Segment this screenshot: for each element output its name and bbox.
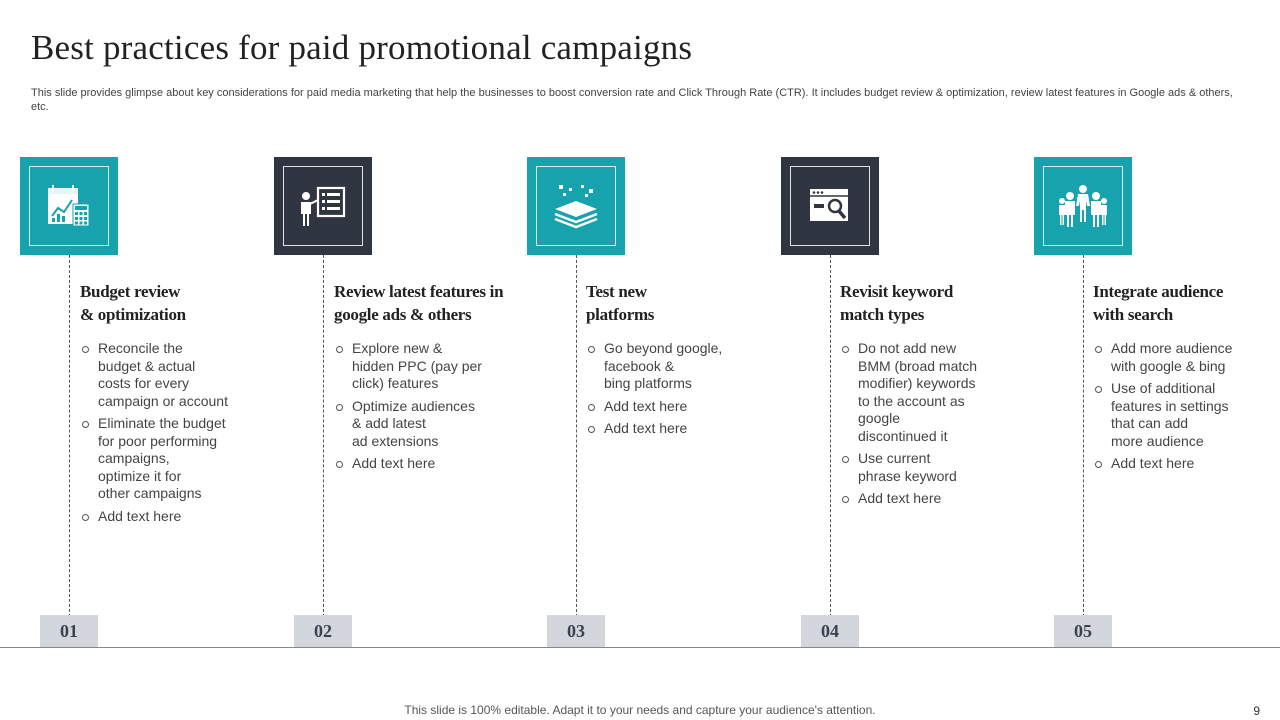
layers-stack-icon — [551, 183, 601, 229]
list-item: Do not add new BMM (broad match modifier) keywords to the account as google discontinued it — [840, 340, 1005, 445]
step-column-2 — [274, 0, 524, 720]
list-item: Use current phrase keyword — [840, 450, 1005, 485]
step-number-1: 01 — [40, 615, 98, 647]
step-number-2: 02 — [294, 615, 352, 647]
list-item: Reconcile the budget & actual costs for every campaign or account — [80, 340, 245, 410]
step-2-icon-box — [274, 157, 372, 255]
timeline-baseline — [0, 647, 1280, 648]
step-column-5 — [1034, 0, 1280, 720]
list-item: Go beyond google, facebook & bing platforms — [586, 340, 751, 393]
step-5-bullets — [1093, 340, 1258, 478]
slide-title: Best practices for paid promotional campaigns — [31, 28, 693, 67]
step-4-bullets — [840, 340, 1005, 513]
page-number: 9 — [1253, 704, 1260, 718]
list-item: Eliminate the budget for poor performing campaigns, optimize it for other campaigns — [80, 415, 245, 503]
list-item: Add text here — [586, 398, 751, 416]
keyword-search-window-icon — [808, 186, 852, 226]
step-4-heading: Revisit keyword match types — [840, 282, 954, 324]
list-item: Optimize audiences & add latest ad extensions — [334, 398, 499, 451]
step-number-4: 04 — [801, 615, 859, 647]
list-item: Add text here — [1093, 455, 1258, 473]
step-number-5: 05 — [1054, 615, 1112, 647]
budget-chart-calculator-icon — [46, 184, 92, 228]
step-3-bullets — [586, 340, 751, 443]
step-1-bullets — [80, 340, 245, 530]
step-2-heading: Review latest features in google ads & others — [334, 282, 504, 324]
list-item: Explore new & hidden PPC (pay per click) features — [334, 340, 499, 393]
step-1-heading: Budget review & optimization — [80, 282, 186, 324]
step-column-4 — [781, 0, 1031, 720]
dashed-connector — [830, 255, 831, 617]
step-2-bullets — [334, 340, 499, 478]
step-5-icon-box — [1034, 157, 1132, 255]
step-number-3: 03 — [547, 615, 605, 647]
step-5-heading: Integrate audience with search — [1093, 282, 1224, 324]
list-item: Add text here — [586, 420, 751, 438]
list-item: Add text here — [80, 508, 245, 526]
list-item: Add more audience with google & bing — [1093, 340, 1258, 375]
presenter-board-icon — [298, 184, 348, 228]
dashed-connector — [323, 255, 324, 617]
step-column-3 — [527, 0, 777, 720]
step-4-icon-box — [781, 157, 879, 255]
step-3-icon-box — [527, 157, 625, 255]
list-item: Add text here — [840, 490, 1005, 508]
footer-note: This slide is 100% editable. Adapt it to your needs and capture your audience's attention. — [404, 703, 876, 717]
dashed-connector — [576, 255, 577, 617]
dashed-connector — [1083, 255, 1084, 617]
step-3-heading: Test new platforms — [586, 282, 655, 324]
list-item: Add text here — [334, 455, 499, 473]
step-1-icon-box — [20, 157, 118, 255]
audience-group-icon — [1058, 183, 1108, 229]
dashed-connector — [69, 255, 70, 617]
slide-subtitle: This slide provides glimpse about key considerations for paid media marketing that help the businesses to boost conversion rate and Click Through Rate (CTR). It includes budget review & optimization, review latest features in Google ads & others, etc. — [31, 87, 1233, 113]
step-column-1 — [20, 0, 270, 720]
list-item: Use of additional features in settings that can add more audience — [1093, 380, 1258, 450]
